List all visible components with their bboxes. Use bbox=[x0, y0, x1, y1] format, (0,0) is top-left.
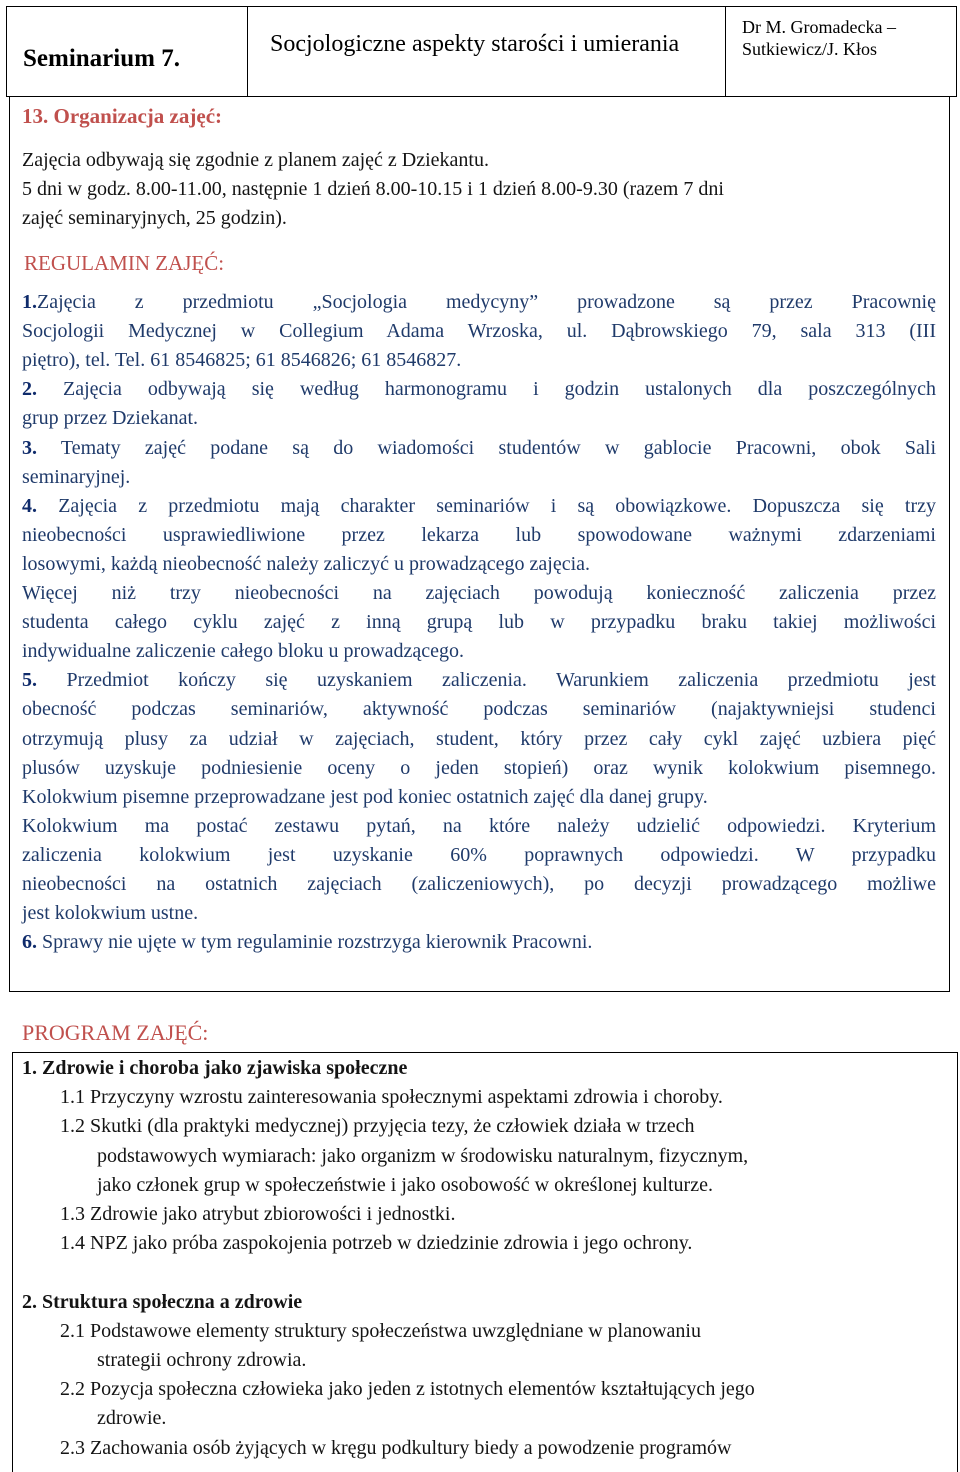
regulation-item-number: 5. bbox=[22, 669, 37, 692]
regulation-title: REGULAMIN ZAJĘĆ: bbox=[24, 251, 225, 275]
regulation-line bbox=[22, 288, 936, 317]
program-item: 1.4 NPZ jako próba zaspokojenia potrzeb w dziedzinie zdrowia i jego ochrony. bbox=[60, 1232, 693, 1255]
header-seminar-cell bbox=[7, 7, 248, 96]
regulation-text: Tematy zajęć podane są do wiadomości studentów w gablocie Pracowni, obok Sali bbox=[37, 436, 936, 459]
regulation-line bbox=[22, 375, 936, 404]
regulation-line bbox=[22, 608, 936, 637]
regulation-item-number: 3. bbox=[22, 436, 37, 459]
organization-heading: 13. Organizacja zajęć: bbox=[22, 104, 223, 128]
regulation-text: nieobecności usprawiedliwione przez lekarza lub spowodowane ważnymi zdarzeniami bbox=[22, 523, 936, 546]
authors-line-1: Dr M. Gromadecka – bbox=[742, 17, 896, 37]
regulation-text: Zajęcia z przedmiotu „Socjologia medycyny” prowadzone są przez Pracownię bbox=[37, 291, 936, 313]
program-section-heading: 1. Zdrowie i choroba jako zjawiska społeczne bbox=[22, 1057, 408, 1079]
regulation-line bbox=[22, 841, 936, 870]
regulation-item-number: 4. bbox=[22, 494, 37, 517]
header-title-cell bbox=[248, 7, 726, 96]
regulation-line bbox=[22, 434, 936, 463]
regulation-line bbox=[22, 463, 936, 492]
authors-line-2: Sutkiewicz/J. Kłos bbox=[742, 39, 877, 59]
program-item: 1.2 Skutki (dla praktyki medycznej) przyjęcia tezy, że człowiek działa w trzech bbox=[60, 1115, 695, 1138]
regulation-text: Sprawy nie ujęte w tym regulaminie rozstrzyga kierownik Pracowni. bbox=[37, 931, 593, 954]
regulation-text: Więcej niż trzy nieobecności na zajęciach powodują konieczność zaliczenia przez bbox=[22, 582, 936, 604]
document-header bbox=[6, 6, 957, 97]
regulation-line bbox=[22, 579, 936, 608]
regulation-text: grup przez Dziekanat. bbox=[22, 407, 199, 430]
regulation-line bbox=[22, 783, 936, 812]
regulation-line bbox=[22, 404, 936, 433]
regulation-text: Kolokwium pisemne przeprowadzane jest pod koniec ostatnich zajęć dla danej grupy. bbox=[22, 785, 708, 808]
regulation-line bbox=[22, 812, 936, 841]
program-item: 2.1 Podstawowe elementy struktury społeczeństwa uwzględniane w planowaniu bbox=[60, 1319, 701, 1342]
regulation-item-number: 6. bbox=[22, 931, 37, 954]
regulation-line bbox=[22, 754, 936, 783]
regulation-line bbox=[22, 695, 936, 724]
regulation-text: seminaryjnej. bbox=[22, 465, 131, 488]
seminar-number: Seminarium 7. bbox=[23, 45, 180, 72]
regulation-line bbox=[22, 346, 936, 375]
regulation-line bbox=[22, 899, 936, 928]
regulation-line bbox=[22, 521, 936, 550]
organization-line: 5 dni w godz. 8.00-11.00, następnie 1 dzień 8.00-10.15 i 1 dzień 8.00-9.30 (razem 7 dni bbox=[22, 178, 724, 200]
regulation-text: Zajęcia odbywają się według harmonogramu i godzin ustalonych dla poszczególnych bbox=[37, 378, 936, 401]
regulation-text: Socjologii Medycznej w Collegium Adama Wrzoska, ul. Dąbrowskiego 79, sala 313 (III bbox=[22, 320, 936, 343]
program-item: 1.1 Przyczyny wzrostu zainteresowania społecznymi aspektami zdrowia i choroby. bbox=[60, 1086, 723, 1109]
organization-line: Zajęcia odbywają się zgodnie z planem zajęć z Dziekantu. bbox=[22, 149, 489, 171]
regulation-text: indywidualne zaliczenie całego bloku u prowadzącego. bbox=[22, 640, 465, 663]
regulation-text: nieobecności na ostatnich zajęciach (zaliczeniowych), po decyzji prowadzącego możliwe bbox=[22, 873, 936, 895]
program-item: 2.2 Pozycja społeczna człowieka jako jeden z istotnych elementów kształtujących jego bbox=[60, 1378, 755, 1401]
program-item: podstawowych wymiarach: jako organizm w środowisku naturalnym, fizycznym, bbox=[97, 1144, 749, 1167]
regulation-text: Zajęcia z przedmiotu mają charakter seminariów i są obowiązkowe. Dopuszcza się trzy bbox=[37, 494, 936, 517]
regulation-line bbox=[22, 492, 936, 521]
program-item: jako członek grup w społeczeństwie i jako osobowość w określonej kulturze. bbox=[97, 1173, 713, 1196]
seminar-title: Socjologiczne aspekty starości i umierania bbox=[270, 31, 680, 57]
regulation-text: Kolokwium ma postać zestawu pytań, na które należy udzielić odpowiedzi. Kryterium bbox=[22, 814, 936, 837]
program-item: 2.3 Zachowania osób żyjących w kręgu podkultury biedy a powodzenie programów bbox=[60, 1436, 732, 1459]
regulation-line bbox=[22, 666, 936, 695]
regulation-line bbox=[22, 317, 936, 346]
regulation-item-number: 2. bbox=[22, 378, 37, 401]
regulation-line bbox=[22, 637, 936, 666]
regulation-line bbox=[22, 725, 936, 754]
regulation-text: studenta całego cyklu zajęć z inną grupą lub w przypadku braku takiej możliwości bbox=[22, 611, 936, 634]
regulation-text: losowymi, każdą nieobecność należy zaliczyć u prowadzącego zajęcia. bbox=[22, 552, 591, 575]
program-item: strategii ochrony zdrowia. bbox=[97, 1349, 307, 1371]
program-section-heading: 2. Struktura społeczna a zdrowie bbox=[22, 1290, 303, 1313]
program-item: 1.3 Zdrowie jako atrybut zbiorowości i jednostki. bbox=[60, 1203, 456, 1225]
regulation-text: Przedmiot kończy się uzyskaniem zaliczenia. Warunkiem zaliczenia przedmiotu jest bbox=[37, 669, 936, 692]
program-item: zdrowie. bbox=[97, 1407, 167, 1430]
program-title: PROGRAM ZAJĘĆ: bbox=[22, 1020, 209, 1045]
regulation-text: jest kolokwium ustne. bbox=[22, 902, 199, 925]
regulation-text: zaliczenia kolokwium jest uzyskanie 60% poprawnych odpowiedzi. W przypadku bbox=[22, 843, 936, 866]
regulation-text: plusów uzyskuje podniesienie oceny o jeden stopień) oraz wynik kolokwium pisemnego. bbox=[22, 756, 936, 779]
regulation-text: otrzymują plusy za udział w zajęciach, student, który przez cały cykl zajęć uzbiera pięć bbox=[22, 727, 936, 750]
regulation-text: obecność podczas seminariów, aktywność podczas seminariów (najaktywniejsi studenci bbox=[22, 698, 936, 721]
regulation-text: piętro), tel. Tel. 61 8546825; 61 8546826; 61 8546827. bbox=[22, 349, 462, 372]
header-authors-cell bbox=[726, 7, 956, 96]
regulation-line bbox=[22, 550, 936, 579]
regulation-line bbox=[22, 928, 936, 957]
organization-line: zajęć seminaryjnych, 25 godzin). bbox=[22, 207, 287, 229]
regulation-item-number: 1. bbox=[22, 291, 37, 313]
regulation-line bbox=[22, 870, 936, 899]
